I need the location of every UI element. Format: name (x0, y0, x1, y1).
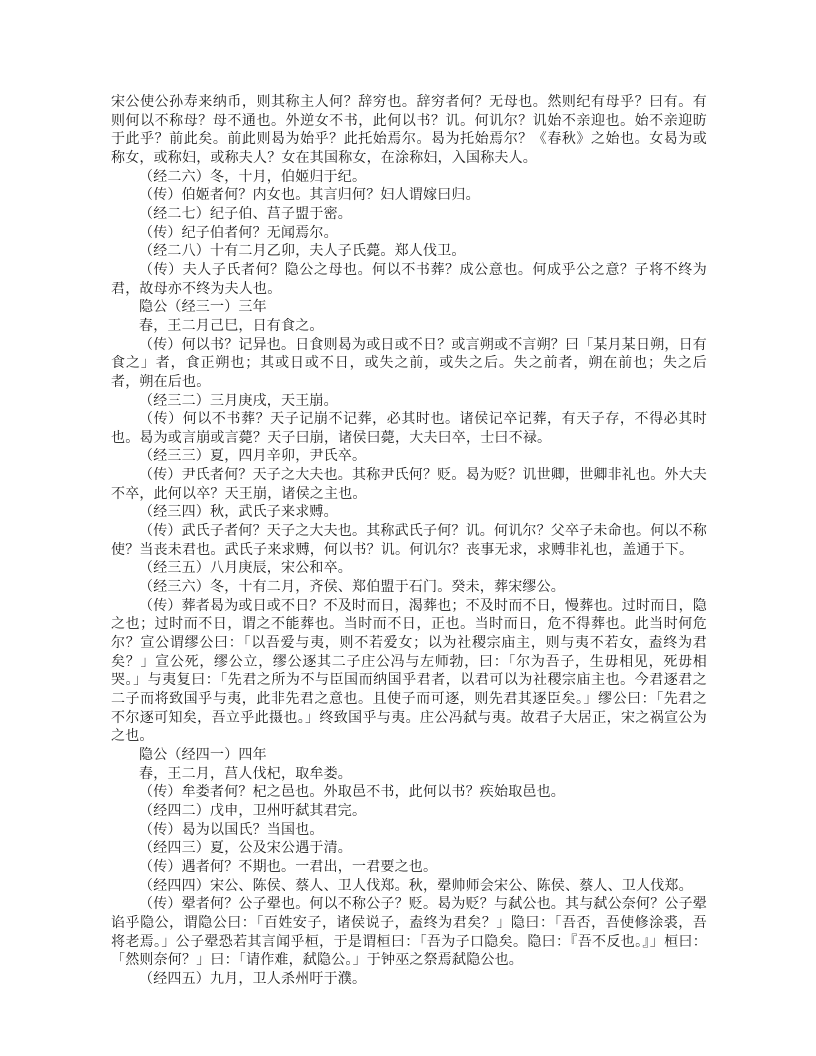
paragraph: （经二八）十有二月乙卯，夫人子氏薨。郑人伐卫。 (139, 244, 466, 260)
paragraph: （传）遇者何？不期也。一君出，一君要之也。 (139, 859, 438, 875)
paragraph: 隐公（经四一）四年 (139, 747, 267, 763)
paragraph: （传）尹氏者何？天子之大夫也。其称尹氏何？贬。曷为贬？讥世卿，世卿非礼也。外大夫不卒，此何以卒？天王崩，诸侯之主也。 (111, 468, 707, 502)
paragraph: （传）武氏子者何？天子之大夫也。其称武氏子何？讥。何讥尔？父卒子未命也。何以不称使？当丧未君也。武氏子来求赙，何以书？讥。何讥尔？丧事无求，求赙非礼也，盖通于下。 (111, 524, 707, 558)
paragraph: （传）翚者何？公子翚也。何以不称公子？贬。曷为贬？与弑公也。其与弑公奈何？公子翚谄乎隐公，谓隐公曰：「百姓安子，诸侯说子，盍终为君矣？」隐曰：「吾否，吾使修涂裘，吾将老焉。」公子翚恐若其言闻乎桓，于是谓桓曰：「吾为子口隐矣。隐曰：『吾不反也。』」桓曰：「然则奈何？」曰：「请作难，弑隐公。」于钟巫之祭焉弑隐公也。 (111, 897, 707, 969)
paragraph: （经三三）夏，四月辛卯，尹氏卒。 (139, 449, 367, 465)
paragraph: （传）何以书？记异也。日食则曷为或日或不日？或言朔或不言朔？曰「某月某日朔，日有食之」者，食正朔也；其或日或不日，或失之前，或失之后。失之前者，朔在前也；失之后者，朔在后也。 (111, 337, 707, 390)
paragraph: （经四五）九月，卫人杀州吁于濮。 (139, 971, 367, 987)
paragraph: （传）夫人子氏者何？隐公之母也。何以不书葬？成公意也。何成乎公之意？子将不终为君，故母亦不终为夫人也。 (111, 262, 707, 297)
paragraph: （经三二）三月庚戌，天王崩。 (139, 393, 338, 409)
paragraph: （经三四）秋，武氏子来求赙。 (139, 505, 338, 521)
paragraph: （传）伯姬者何？内女也。其言归何？妇人谓嫁曰归。 (139, 188, 480, 204)
paragraph: （经四四）宋公、陈侯、蔡人、卫人伐郑。秋，翚帅师会宋公、陈侯、蔡人、卫人伐郑。 (139, 878, 693, 894)
paragraph: （经二六）冬，十月，伯姬归于纪。 (139, 169, 367, 185)
paragraph: （传）纪子伯者何？无闻焉尔。 (139, 225, 338, 241)
paragraph: 春，王二月己巳，日有食之。 (139, 318, 324, 334)
paragraph: 隐公（经三一）三年 (139, 300, 267, 316)
paragraph: 春，王二月，莒人伐杞，取牟娄。 (139, 766, 352, 782)
paragraph: （传）曷为以国氏？当国也。 (139, 822, 324, 838)
paragraph: （传）牟娄者何？杞之邑也。外取邑不书，此何以书？疾始取邑也。 (139, 785, 565, 801)
paragraph: （经四三）夏，公及宋公遇于清。 (139, 841, 352, 857)
paragraph: （经三五）八月庚辰，宋公和卒。 (139, 561, 352, 577)
paragraph: （传）何以不书葬？天子记崩不记葬，必其时也。诸侯记卒记葬，有天子存，不得必其时也。曷为或言崩或言薨？天子曰崩，诸侯曰薨，大夫曰卒，士曰不禄。 (111, 412, 707, 446)
paragraph: （经三六）冬，十有二月，齐侯、郑伯盟于石门。癸未，葬宋缪公。 (139, 580, 565, 596)
paragraph: （经二七）纪子伯、莒子盟于密。 (139, 206, 352, 222)
paragraph: 宋公使公孙寿来纳币，则其称主人何？辞穷也。辞穷者何？无母也。然则纪有母乎？曰有。有则何以不称母？母不通也。外逆女不书，此何以书？讥。何讥尔？讥始不亲迎也。始不亲迎昉于此乎？前此矣。前此则曷为始乎？此托始焉尔。曷为托始焉尔？《春秋》之始也。女曷为或称女，或称妇，或称夫人？女在其国称女，在涂称妇，入国称夫人。 (111, 95, 707, 166)
document-body (111, 94, 707, 990)
paragraph: （传）葬者曷为或日或不日？不及时而日，渴葬也；不及时而不日，慢葬也。过时而日，隐之也；过时而不日，谓之不能葬也。当时而不日，正也。当时而日，危不得葬也。此当时何危尔？宣公谓缪公曰：「以吾爱与夷，则不若爱女；以为社稷宗庙主，则与夷不若女，盍终为君矣？」宣公死，缪公立，缪公逐其二子庄公冯与左师勃，曰：「尔为吾子，生毋相见，死毋相哭。」与夷复曰：「先君之所为不与臣国而纳国乎君者，以君可以为社稷宗庙主也。今君逐君之二子而将致国乎与夷，此非先君之意也。且使子而可逐，则先君其逐臣矣。」缪公曰：「先君之不尔逐可知矣，吾立乎此摄也。」终致国乎与夷。庄公冯弑与夷。故君子大居正，宋之祸宣公为之也。 (111, 598, 707, 745)
paragraph: （经四二）戊申，卫州吁弑其君完。 (139, 803, 367, 819)
